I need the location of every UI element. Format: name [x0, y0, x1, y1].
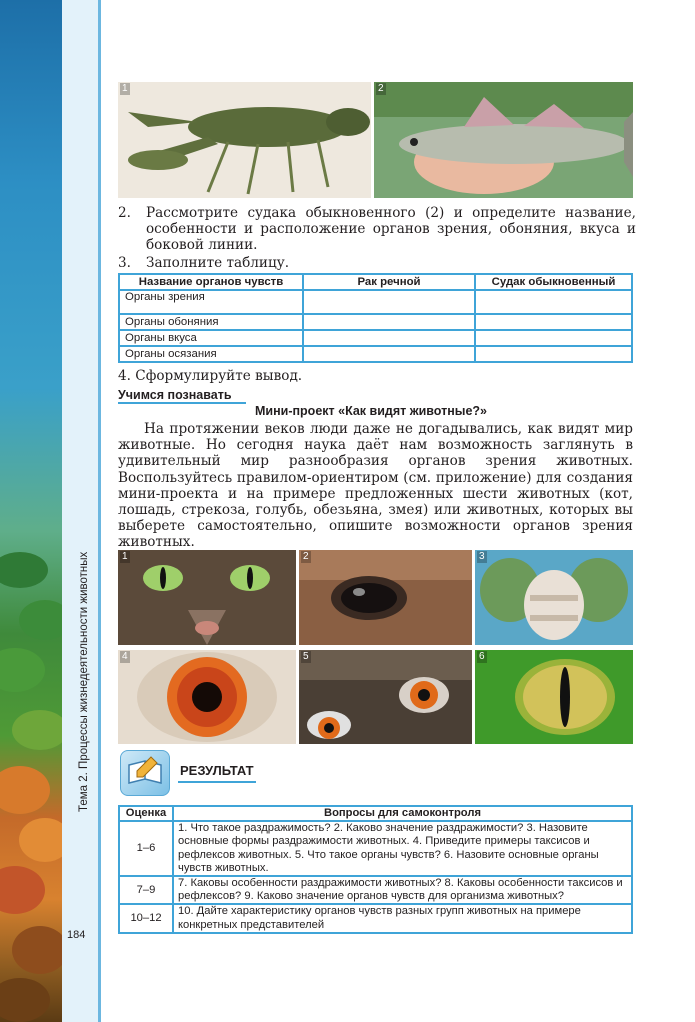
section-heading: Учимся познавать	[118, 388, 232, 402]
cat-eyes-photo	[118, 550, 296, 645]
table-row: Органы обоняния	[119, 314, 632, 330]
table-row: Органы вкуса	[119, 330, 632, 346]
crayfish-photo	[118, 82, 371, 198]
monkey-eyes-photo	[299, 650, 472, 744]
table-header: Оценка	[119, 806, 173, 821]
result-underline	[178, 781, 256, 783]
table-row: 10–12 10. Дайте характеристику органов чувств разных групп животных на примере конкретных представителей	[119, 904, 632, 932]
blank-cell[interactable]	[303, 314, 475, 330]
foliage-illustration	[0, 540, 62, 1022]
photo-label: 4	[122, 651, 128, 662]
photo-label: 2	[303, 551, 309, 562]
dragonfly-eyes-photo	[475, 550, 633, 645]
table-row: 1–6 1. Что такое раздражимость? 2. Каково значение раздражимости? 3. Назовите основные формы раздражимости животных. 4. Приведите примеры таксисов и рефлексов животных. 5. Что такое органы чувств? 6. Назовите основные органы чувств животных.	[119, 821, 632, 876]
table-header: Рак речной	[303, 274, 475, 290]
photo-label: 1	[122, 83, 128, 94]
self-check-table	[118, 805, 633, 934]
horse-eye-photo	[299, 550, 472, 645]
blank-cell[interactable]	[303, 290, 475, 314]
blank-cell[interactable]	[475, 314, 632, 330]
photo-label: 1	[122, 551, 128, 562]
decorative-landscape-strip	[0, 0, 62, 1022]
blank-cell[interactable]	[303, 346, 475, 362]
table-row: Органы зрения	[119, 290, 632, 314]
photo-label: 5	[303, 651, 309, 662]
table-header: Название органов чувств	[119, 274, 303, 290]
snake-eye-photo	[475, 650, 633, 744]
blank-cell[interactable]	[303, 330, 475, 346]
table-row: 7–9 7. Каковы особенности раздражимости животных? 8. Каковы особенности таксисов и рефлексов? 9. Каково значение органов чувств для организма животных?	[119, 876, 632, 904]
mini-project-title: Мини-проект «Как видят животные?»	[255, 404, 488, 418]
zander-photo	[374, 82, 633, 198]
heading-underline	[118, 402, 246, 404]
margin-line	[98, 0, 101, 1022]
pigeon-eye-photo	[118, 650, 296, 744]
organ-table	[118, 273, 633, 363]
result-label: РЕЗУЛЬТАТ	[180, 763, 254, 778]
blank-cell[interactable]	[475, 346, 632, 362]
margin-bar	[62, 0, 98, 1022]
table-row: Органы осязания	[119, 346, 632, 362]
chapter-title: Тема 2. Процессы жизнедеятельности животных	[78, 551, 90, 812]
photo-label: 3	[479, 551, 485, 562]
table-header: Вопросы для самоконтроля	[173, 806, 632, 821]
project-paragraph: На протяжении веков люди даже не догадывались, как видят мир животные. Но сегодня наука даёт нам возможность заглянуть в удивительный мир разнообразия органов зрения животных. Воспользуйтесь правилом-ориентиром (см. приложение) для создания мини-проекта и на примере предложенных шести животных (кот, лошадь, стрекоза, голубь, обезьяна, змея) или животных, которых вы выберете самостоятельно, опишите возможности органов зрения животных.	[118, 421, 633, 551]
photo-label: 6	[479, 651, 485, 662]
blank-cell[interactable]	[475, 330, 632, 346]
result-book-icon	[120, 750, 170, 796]
task-4: 4. Сформулируйте вывод.	[118, 368, 303, 384]
page-number: 184	[67, 929, 86, 941]
blank-cell[interactable]	[475, 290, 632, 314]
photo-label: 2	[378, 83, 384, 94]
table-header: Судак обыкновенный	[475, 274, 632, 290]
